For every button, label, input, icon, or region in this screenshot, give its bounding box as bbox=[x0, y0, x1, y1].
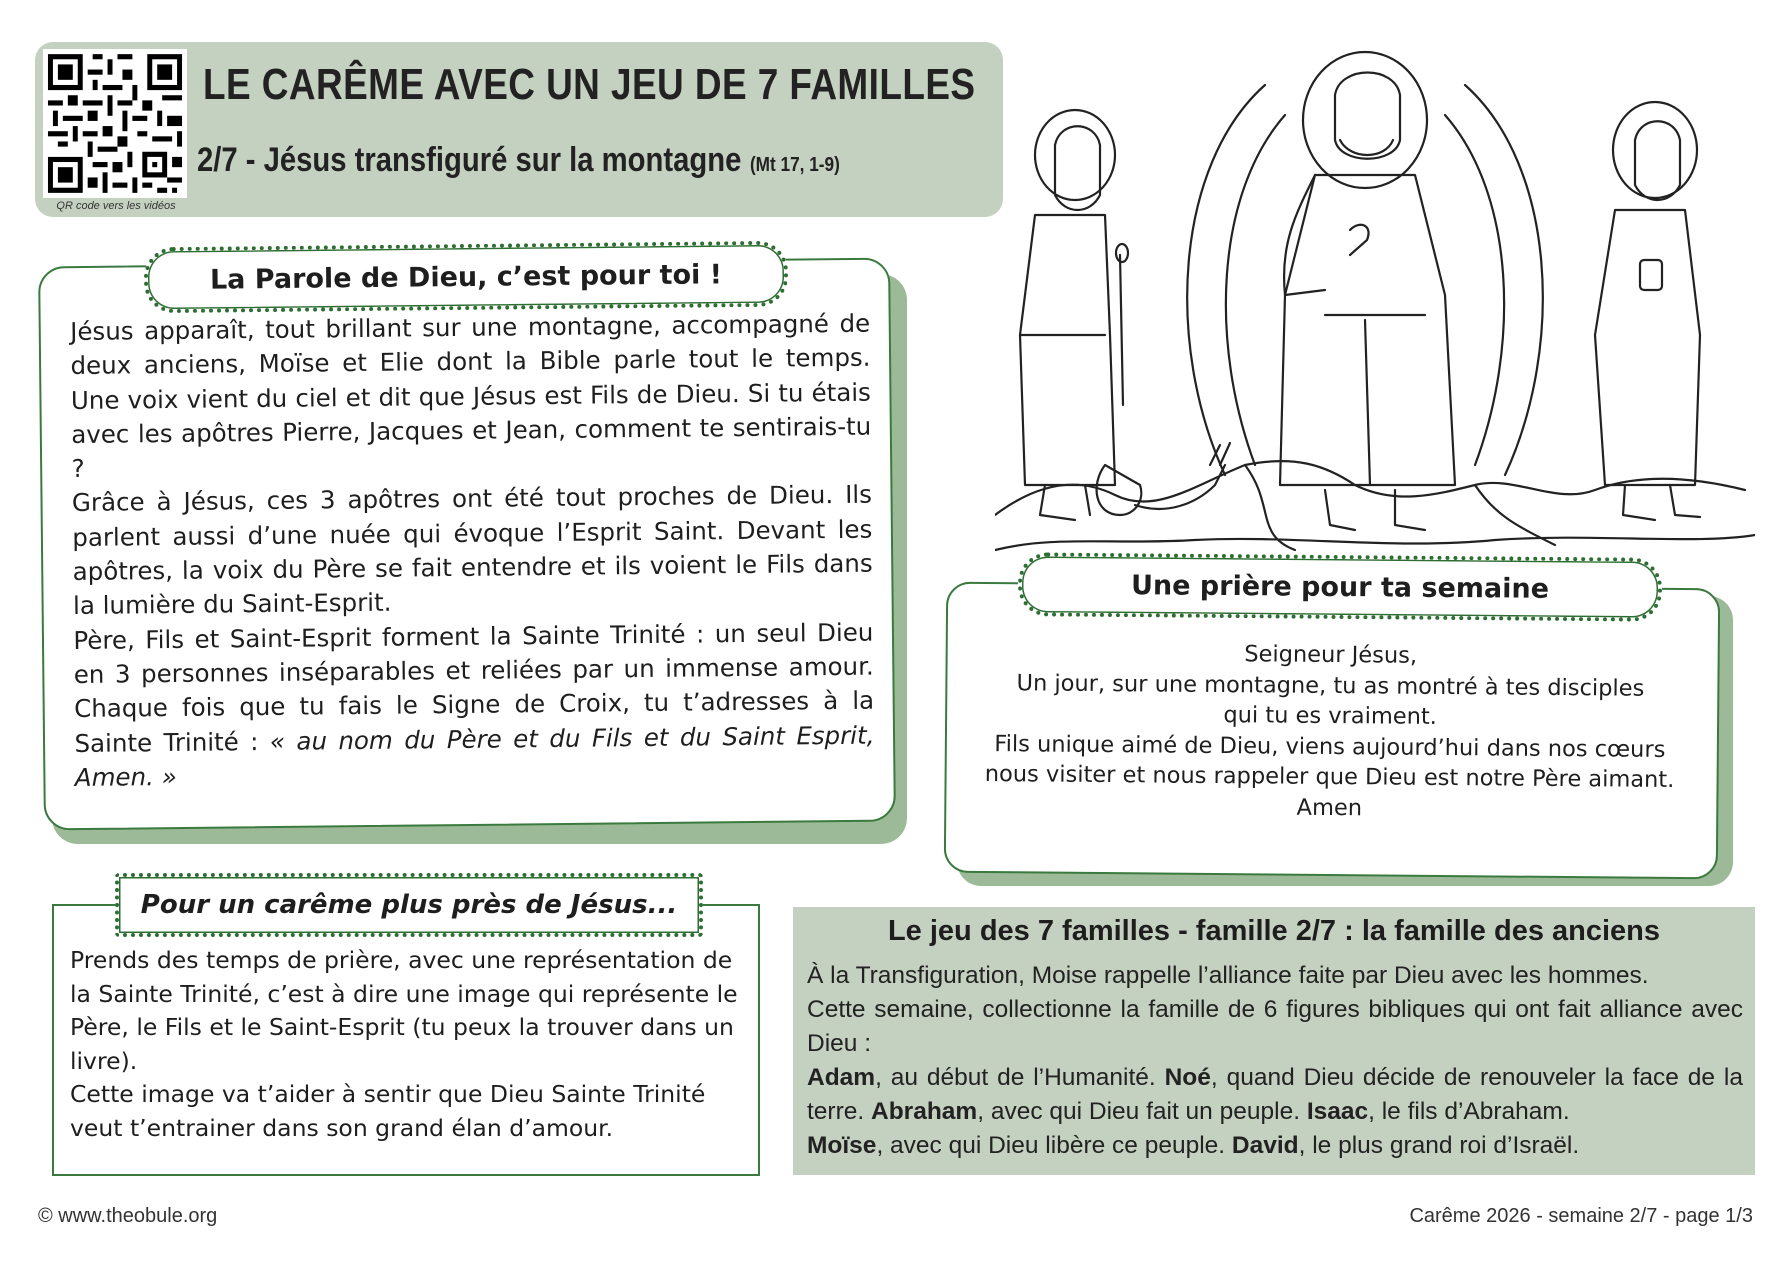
priere-heading: Une prière pour ta semaine bbox=[1018, 552, 1663, 622]
figure-name: Adam bbox=[807, 1064, 876, 1091]
qr-code-icon[interactable] bbox=[43, 49, 187, 198]
parole-paragraph bbox=[73, 615, 875, 795]
parole-body bbox=[70, 307, 875, 796]
trinity-text: Père, Fils et Saint-Esprit forment la Sainte Trinité : un seul Dieu en 3 personnes inséparables et reliées par un immense amour. Chaque fois que tu fais le Signe de Croix, tu t’adresses à la Sainte Trinité : bbox=[73, 617, 875, 758]
figure-name: Moïse bbox=[807, 1132, 877, 1159]
parole-heading: La Parole de Dieu, c’est pour toi ! bbox=[144, 241, 789, 314]
sign-of-cross-quote: « au nom du Père et du Fils et du Saint Esprit, Amen. » bbox=[74, 720, 875, 792]
scripture-reference: (Mt 17, 1-9) bbox=[749, 154, 840, 176]
figure-desc: , avec qui Dieu libère ce peuple. bbox=[876, 1132, 1232, 1159]
footer-page-info: Carême 2026 - semaine 2/7 - page 1/3 bbox=[1409, 1205, 1753, 1227]
figure-desc: , le fils d’Abraham. bbox=[1368, 1098, 1570, 1125]
careme-heading: Pour un carême plus près de Jésus... bbox=[115, 873, 703, 937]
prayer-line: qui tu es vraiment. bbox=[1223, 702, 1437, 730]
footer-copyright-link[interactable]: © www.theobule.org bbox=[38, 1205, 218, 1227]
jeu-intro: Cette semaine, collectionne la famille de 6 figures bibliques qui ont fait alliance avec Dieu : bbox=[807, 996, 1743, 1057]
prayer-line: Fils unique aimé de Dieu, viens aujourd’hui dans nos cœurs bbox=[994, 730, 1666, 763]
figures-list bbox=[807, 1061, 1743, 1163]
careme-body bbox=[70, 944, 748, 1145]
page-subtitle bbox=[197, 141, 840, 180]
parole-paragraph: Grâce à Jésus, ces 3 apôtres ont été tout proches de Dieu. Ils parlent aussi d’une nuée qui évoque l’Esprit Saint. Devant les apôtres, la voix du Père se fait entendre et ils voient le Fils dans la lumière du Saint-Esprit. bbox=[71, 480, 873, 621]
priere-body bbox=[959, 637, 1701, 826]
jeu-intro: À la Transfiguration, Moise rappelle l’alliance faite par Dieu avec les hommes. bbox=[807, 962, 1649, 989]
figure-name: David bbox=[1231, 1132, 1299, 1159]
transfiguration-illustration bbox=[995, 45, 1755, 555]
figure-name: Noé bbox=[1164, 1064, 1211, 1091]
careme-paragraph: Prends des temps de prière, avec une représentation de la Sainte Trinité, c’est à dire une image qui représente le Père, le Fils et le Saint-Esprit (tu peux la trouver dans un livre). bbox=[70, 946, 738, 1075]
prayer-line: Seigneur Jésus, bbox=[1244, 641, 1418, 669]
figure-desc: , au début de l’Humanité. bbox=[875, 1064, 1165, 1091]
subtitle-text: 2/7 - Jésus transfiguré sur la montagne bbox=[197, 141, 742, 179]
prayer-line: Amen bbox=[1296, 794, 1363, 821]
figure-desc: , avec qui Dieu fait un peuple. bbox=[977, 1098, 1307, 1125]
title-banner bbox=[35, 42, 1003, 217]
parole-paragraph: Jésus apparaît, tout brillant sur une montagne, accompagné de deux anciens, Moïse et Elie dont la Bible parle tout le temps. Une voix vient du ciel et dit que Jésus est Fils de Dieu. Si tu étais avec les apôtres Pierre, Jacques et Jean, comment te sentirais-tu ? bbox=[70, 308, 872, 484]
prayer-line: Un jour, sur une montagne, tu as montré à tes disciples bbox=[1016, 669, 1645, 702]
jeu-box bbox=[793, 907, 1755, 1175]
figure-desc: , le plus grand roi d’Israël. bbox=[1298, 1132, 1580, 1159]
careme-paragraph: Cette image va t’aider à sentir que Dieu Sainte Trinité veut t’entrainer dans son grand élan d’amour. bbox=[70, 1080, 706, 1142]
prayer-line: nous visiter et nous rappeler que Dieu est notre Père aimant. bbox=[984, 760, 1675, 794]
figure-desc: , quand Dieu décide de renouveler la face de la terre. bbox=[807, 1064, 1743, 1125]
jeu-body bbox=[807, 959, 1743, 1163]
qr-caption: QR code vers les vidéos bbox=[56, 200, 176, 212]
page-title: LE CARÊME AVEC UN JEU DE 7 FAMILLES bbox=[203, 60, 976, 109]
figure-name: Isaac bbox=[1306, 1098, 1369, 1125]
figure-name: Abraham bbox=[871, 1098, 978, 1125]
jeu-heading: Le jeu des 7 familles - famille 2/7 : la famille des anciens bbox=[887, 915, 1661, 947]
